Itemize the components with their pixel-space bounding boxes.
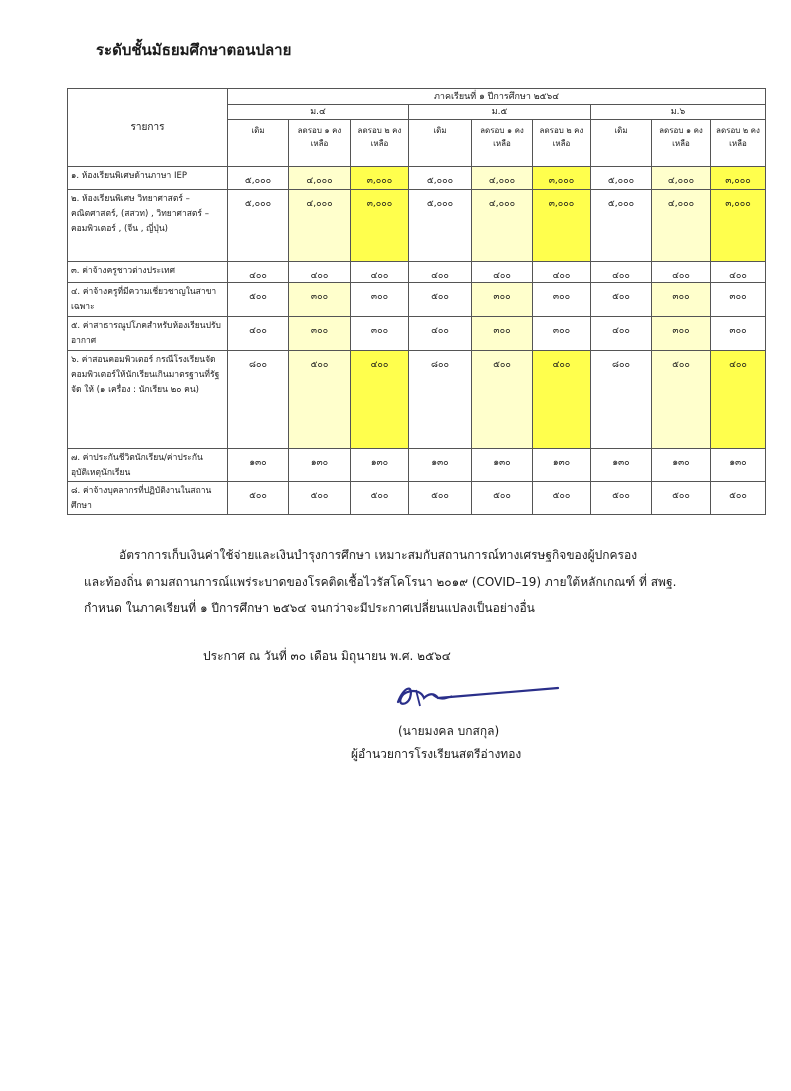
fee-cell: ๔๐๐: [409, 317, 472, 351]
table-row: [68, 283, 766, 317]
fee-cell: ๔,๐๐๐: [652, 190, 711, 262]
fee-cell: ๓๐๐: [351, 317, 409, 351]
fee-cell: ๓๐๐: [652, 317, 711, 351]
fee-cell: ๕๐๐: [409, 283, 472, 317]
table-row: [68, 190, 766, 262]
table-row: [68, 317, 766, 351]
fee-cell: ๕๐๐: [533, 482, 591, 515]
fee-cell: ๕๐๐: [351, 482, 409, 515]
announcement-date: ประกาศ ณ วันที่ ๓๐ เดือน มิถุนายน พ.ศ. ๒๕๖๔: [203, 649, 451, 663]
subheader-original: เดิม: [591, 120, 652, 167]
table-row: [68, 262, 766, 283]
fee-cell: ๑๓๐: [652, 449, 711, 482]
fee-cell: ๔๐๐: [591, 317, 652, 351]
fee-cell: ๔๐๐: [351, 262, 409, 283]
fee-cell: ๕๐๐: [591, 482, 652, 515]
subheader-round2: ลดรอบ ๒ คงเหลือ: [533, 120, 591, 167]
fee-cell: ๑๓๐: [351, 449, 409, 482]
fee-cell: ๕๐๐: [591, 283, 652, 317]
fee-cell: ๑๓๐: [533, 449, 591, 482]
signature-image: [380, 676, 570, 716]
fee-cell: ๘๐๐: [228, 351, 289, 449]
fee-cell: ๓๐๐: [652, 283, 711, 317]
subheader-round1: ลดรอบ ๑ คงเหลือ: [652, 120, 711, 167]
fee-cell: ๔๐๐: [228, 262, 289, 283]
fee-cell: ๔๐๐: [351, 351, 409, 449]
fee-cell: ๓๐๐: [472, 317, 533, 351]
fee-cell: ๔๐๐: [409, 262, 472, 283]
subheader-original: เดิม: [409, 120, 472, 167]
fee-cell: ๓๐๐: [533, 317, 591, 351]
page-heading: ระดับชั้นมัธยมศึกษาตอนปลาย: [96, 41, 292, 59]
fee-cell: ๕๐๐: [409, 482, 472, 515]
fee-cell: ๓๐๐: [289, 283, 351, 317]
fee-cell: ๕๐๐: [711, 482, 766, 515]
subheader-round2: ลดรอบ ๒ คงเหลือ: [351, 120, 409, 167]
grade-header-m4: ม.๔: [228, 105, 409, 120]
fee-cell: ๕,๐๐๐: [591, 190, 652, 262]
fee-cell: ๕๐๐: [472, 351, 533, 449]
fee-cell: ๔,๐๐๐: [472, 190, 533, 262]
table-row: [68, 167, 766, 190]
fee-cell: ๑๓๐: [711, 449, 766, 482]
fee-cell: ๕,๐๐๐: [228, 190, 289, 262]
fee-cell: ๓,๐๐๐: [711, 190, 766, 262]
fee-cell: ๕,๐๐๐: [591, 167, 652, 190]
fee-cell: ๕๐๐: [228, 283, 289, 317]
subheader-round1: ลดรอบ ๑ คงเหลือ: [472, 120, 533, 167]
fee-cell: ๓,๐๐๐: [533, 190, 591, 262]
row-label: ๘. ค่าจ้างบุคลากรที่ปฏิบัติงานในสถานศึกษา: [68, 482, 228, 515]
row-label: ๕. ค่าสาธารณูปโภคสำหรับห้องเรียนปรับอากาศ: [68, 317, 228, 351]
fee-cell: ๓๐๐: [711, 317, 766, 351]
row-label: ๔. ค่าจ้างครูที่มีความเชี่ยวชาญในสาขาเฉพาะ: [68, 283, 228, 317]
fee-cell: ๔๐๐: [472, 262, 533, 283]
fee-cell: ๔,๐๐๐: [652, 167, 711, 190]
fee-cell: ๓,๐๐๐: [351, 167, 409, 190]
subheader-original: เดิม: [228, 120, 289, 167]
fee-cell: ๓๐๐: [351, 283, 409, 317]
fee-cell: ๔๐๐: [228, 317, 289, 351]
fee-cell: ๕๐๐: [289, 482, 351, 515]
fee-cell: ๕,๐๐๐: [409, 167, 472, 190]
subheader-round2: ลดรอบ ๒ คงเหลือ: [711, 120, 766, 167]
table-row: [68, 449, 766, 482]
fee-cell: ๓๐๐: [711, 283, 766, 317]
fee-cell: ๕๐๐: [652, 482, 711, 515]
row-label: ๓. ค่าจ้างครูชาวต่างประเทศ: [68, 262, 228, 283]
table-row: [68, 482, 766, 515]
fee-cell: ๕,๐๐๐: [409, 190, 472, 262]
fee-cell: ๔,๐๐๐: [472, 167, 533, 190]
fee-table-body: [68, 167, 766, 515]
paragraph-line-2: และท้องถิ่น ตามสถานการณ์แพร่ระบาดของโรคติดเชื้อไวรัสโคโรนา ๒๐๑๙ (COVID–19) ภายใต้หลักเกณฑ์ ที่ สพฐ.: [84, 575, 677, 589]
fee-cell: ๓,๐๐๐: [711, 167, 766, 190]
fee-cell: ๓,๐๐๐: [351, 190, 409, 262]
row-label: ๗. ค่าประกันชีวิตนักเรียน/ค่าประกันอุบัติเหตุนักเรียน: [68, 449, 228, 482]
row-label: ๒. ห้องเรียนพิเศษ วิทยาศาสตร์ – คณิตศาสตร์, (สสวท) , วิทยาศาสตร์ – คอมพิวเตอร์ , (จีน , ญี่ปุ่น): [68, 190, 228, 262]
fee-cell: ๓๐๐: [289, 317, 351, 351]
fee-cell: ๑๓๐: [409, 449, 472, 482]
fee-cell: ๘๐๐: [409, 351, 472, 449]
fee-cell: ๔๐๐: [533, 351, 591, 449]
fee-cell: ๔,๐๐๐: [289, 167, 351, 190]
paragraph-line-1: อัตราการเก็บเงินค่าใช้จ่ายและเงินบำรุงการศึกษา เหมาะสมกับสถานการณ์ทางเศรษฐกิจของผู้ปกครอง: [119, 548, 638, 562]
table-row: [68, 351, 766, 449]
fee-cell: ๕,๐๐๐: [228, 167, 289, 190]
fee-cell: ๔๐๐: [711, 262, 766, 283]
signer-name: (นายมงคล บกสกุล): [398, 724, 500, 738]
item-header: รายการ: [68, 89, 228, 167]
fee-cell: ๓๐๐: [533, 283, 591, 317]
grade-header-m6: ม.๖: [591, 105, 766, 120]
fee-cell: ๔๐๐: [591, 262, 652, 283]
fee-cell: ๑๓๐: [289, 449, 351, 482]
term-header: ภาคเรียนที่ ๑ ปีการศึกษา ๒๕๖๔: [228, 89, 766, 105]
fee-cell: ๕๐๐: [228, 482, 289, 515]
fee-cell: ๕๐๐: [472, 482, 533, 515]
fee-cell: ๓,๐๐๐: [533, 167, 591, 190]
fee-cell: ๑๓๐: [591, 449, 652, 482]
grade-header-m5: ม.๕: [409, 105, 591, 120]
fee-cell: ๔๐๐: [289, 262, 351, 283]
row-label: ๑. ห้องเรียนพิเศษด้านภาษา IEP: [68, 167, 228, 190]
fee-cell: ๕๐๐: [652, 351, 711, 449]
fee-cell: ๔๐๐: [711, 351, 766, 449]
fee-cell: ๑๓๐: [228, 449, 289, 482]
row-label: ๖. ค่าสอนคอมพิวเตอร์ กรณีโรงเรียนจัดคอมพิวเตอร์ให้นักเรียนเกินมาตรฐานที่รัฐจัด ให้ (๑ เครื่อง : นักเรียน ๒๐ คน): [68, 351, 228, 449]
signer-title: ผู้อำนวยการโรงเรียนสตรีอ่างทอง: [351, 747, 522, 761]
fee-cell: ๔,๐๐๐: [289, 190, 351, 262]
fee-cell: ๔๐๐: [652, 262, 711, 283]
fee-cell: ๕๐๐: [289, 351, 351, 449]
paragraph-line-3: กำหนด ในภาคเรียนที่ ๑ ปีการศึกษา ๒๕๖๔ จนกว่าจะมีประกาศเปลี่ยนแปลงเป็นอย่างอื่น: [84, 601, 535, 615]
subheader-round1: ลดรอบ ๑ คงเหลือ: [289, 120, 351, 167]
fee-cell: ๔๐๐: [533, 262, 591, 283]
fee-cell: ๑๓๐: [472, 449, 533, 482]
fee-cell: ๓๐๐: [472, 283, 533, 317]
fee-table: [67, 88, 766, 515]
fee-cell: ๘๐๐: [591, 351, 652, 449]
